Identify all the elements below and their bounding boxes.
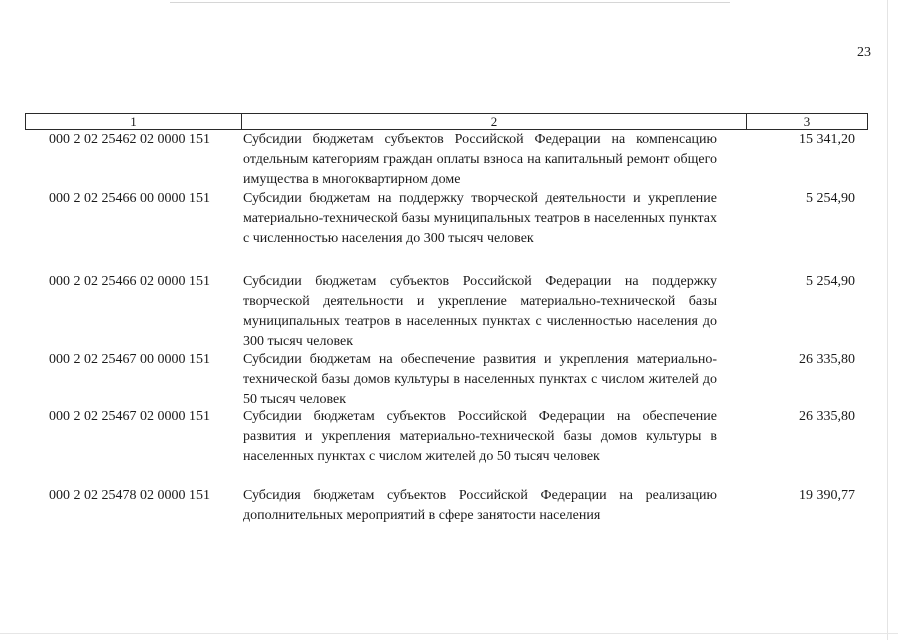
- row-description: Субсидии бюджетам субъектов Российской Федерации на компенсацию отдельным категориям граждан оплаты взноса на капитальный ремонт общего имущества в многоквартирном доме: [243, 132, 717, 187]
- column-header-1: 1: [26, 114, 242, 129]
- row-amount: 15 341,20: [799, 132, 855, 147]
- row-amount: 26 335,80: [799, 409, 855, 424]
- scan-artifact-top: [170, 2, 730, 3]
- column-header-2: 2: [242, 114, 747, 129]
- row-description: Субсидии бюджетам на обеспечение развития и укрепления материально-технической базы домов культуры в населенных пунктах с числом жителей до 50 тысяч человек: [243, 352, 717, 407]
- scan-artifact-bottom: [0, 633, 898, 634]
- row-description: Субсидия бюджетам субъектов Российской Федерации на реализацию дополнительных мероприятий в сфере занятости населения: [243, 488, 717, 523]
- scan-artifact-right: [887, 0, 888, 640]
- budget-code: 000 2 02 25466 00 0000 151: [49, 191, 210, 206]
- row-amount: 5 254,90: [806, 274, 855, 289]
- budget-code: 000 2 02 25467 02 0000 151: [49, 409, 210, 424]
- budget-code: 000 2 02 25478 02 0000 151: [49, 488, 210, 503]
- row-amount: 19 390,77: [799, 488, 855, 503]
- row-amount: 5 254,90: [806, 191, 855, 206]
- page-number: 23: [857, 45, 871, 60]
- row-description: Субсидии бюджетам субъектов Российской Федерации на поддержку творческой деятельности и укрепление материально-технической базы муниципальных театров в населенных пунктах с численностью населения до 300 тысяч человек: [243, 274, 717, 349]
- budget-code: 000 2 02 25467 00 0000 151: [49, 352, 210, 367]
- table-header: [25, 113, 868, 130]
- budget-code: 000 2 02 25462 02 0000 151: [49, 132, 210, 147]
- row-description: Субсидии бюджетам на поддержку творческой деятельности и укрепление материально-технической базы муниципальных театров в населенных пунктах с численностью населения до 300 тысяч человек: [243, 191, 717, 246]
- column-header-3: 3: [803, 114, 811, 129]
- row-amount: 26 335,80: [799, 352, 855, 367]
- budget-code: 000 2 02 25466 02 0000 151: [49, 274, 210, 289]
- row-description: Субсидии бюджетам субъектов Российской Федерации на обеспечение развития и укрепления материально-технической базы домов культуры в населенных пунктах с числом жителей до 50 тысяч человек: [243, 409, 717, 464]
